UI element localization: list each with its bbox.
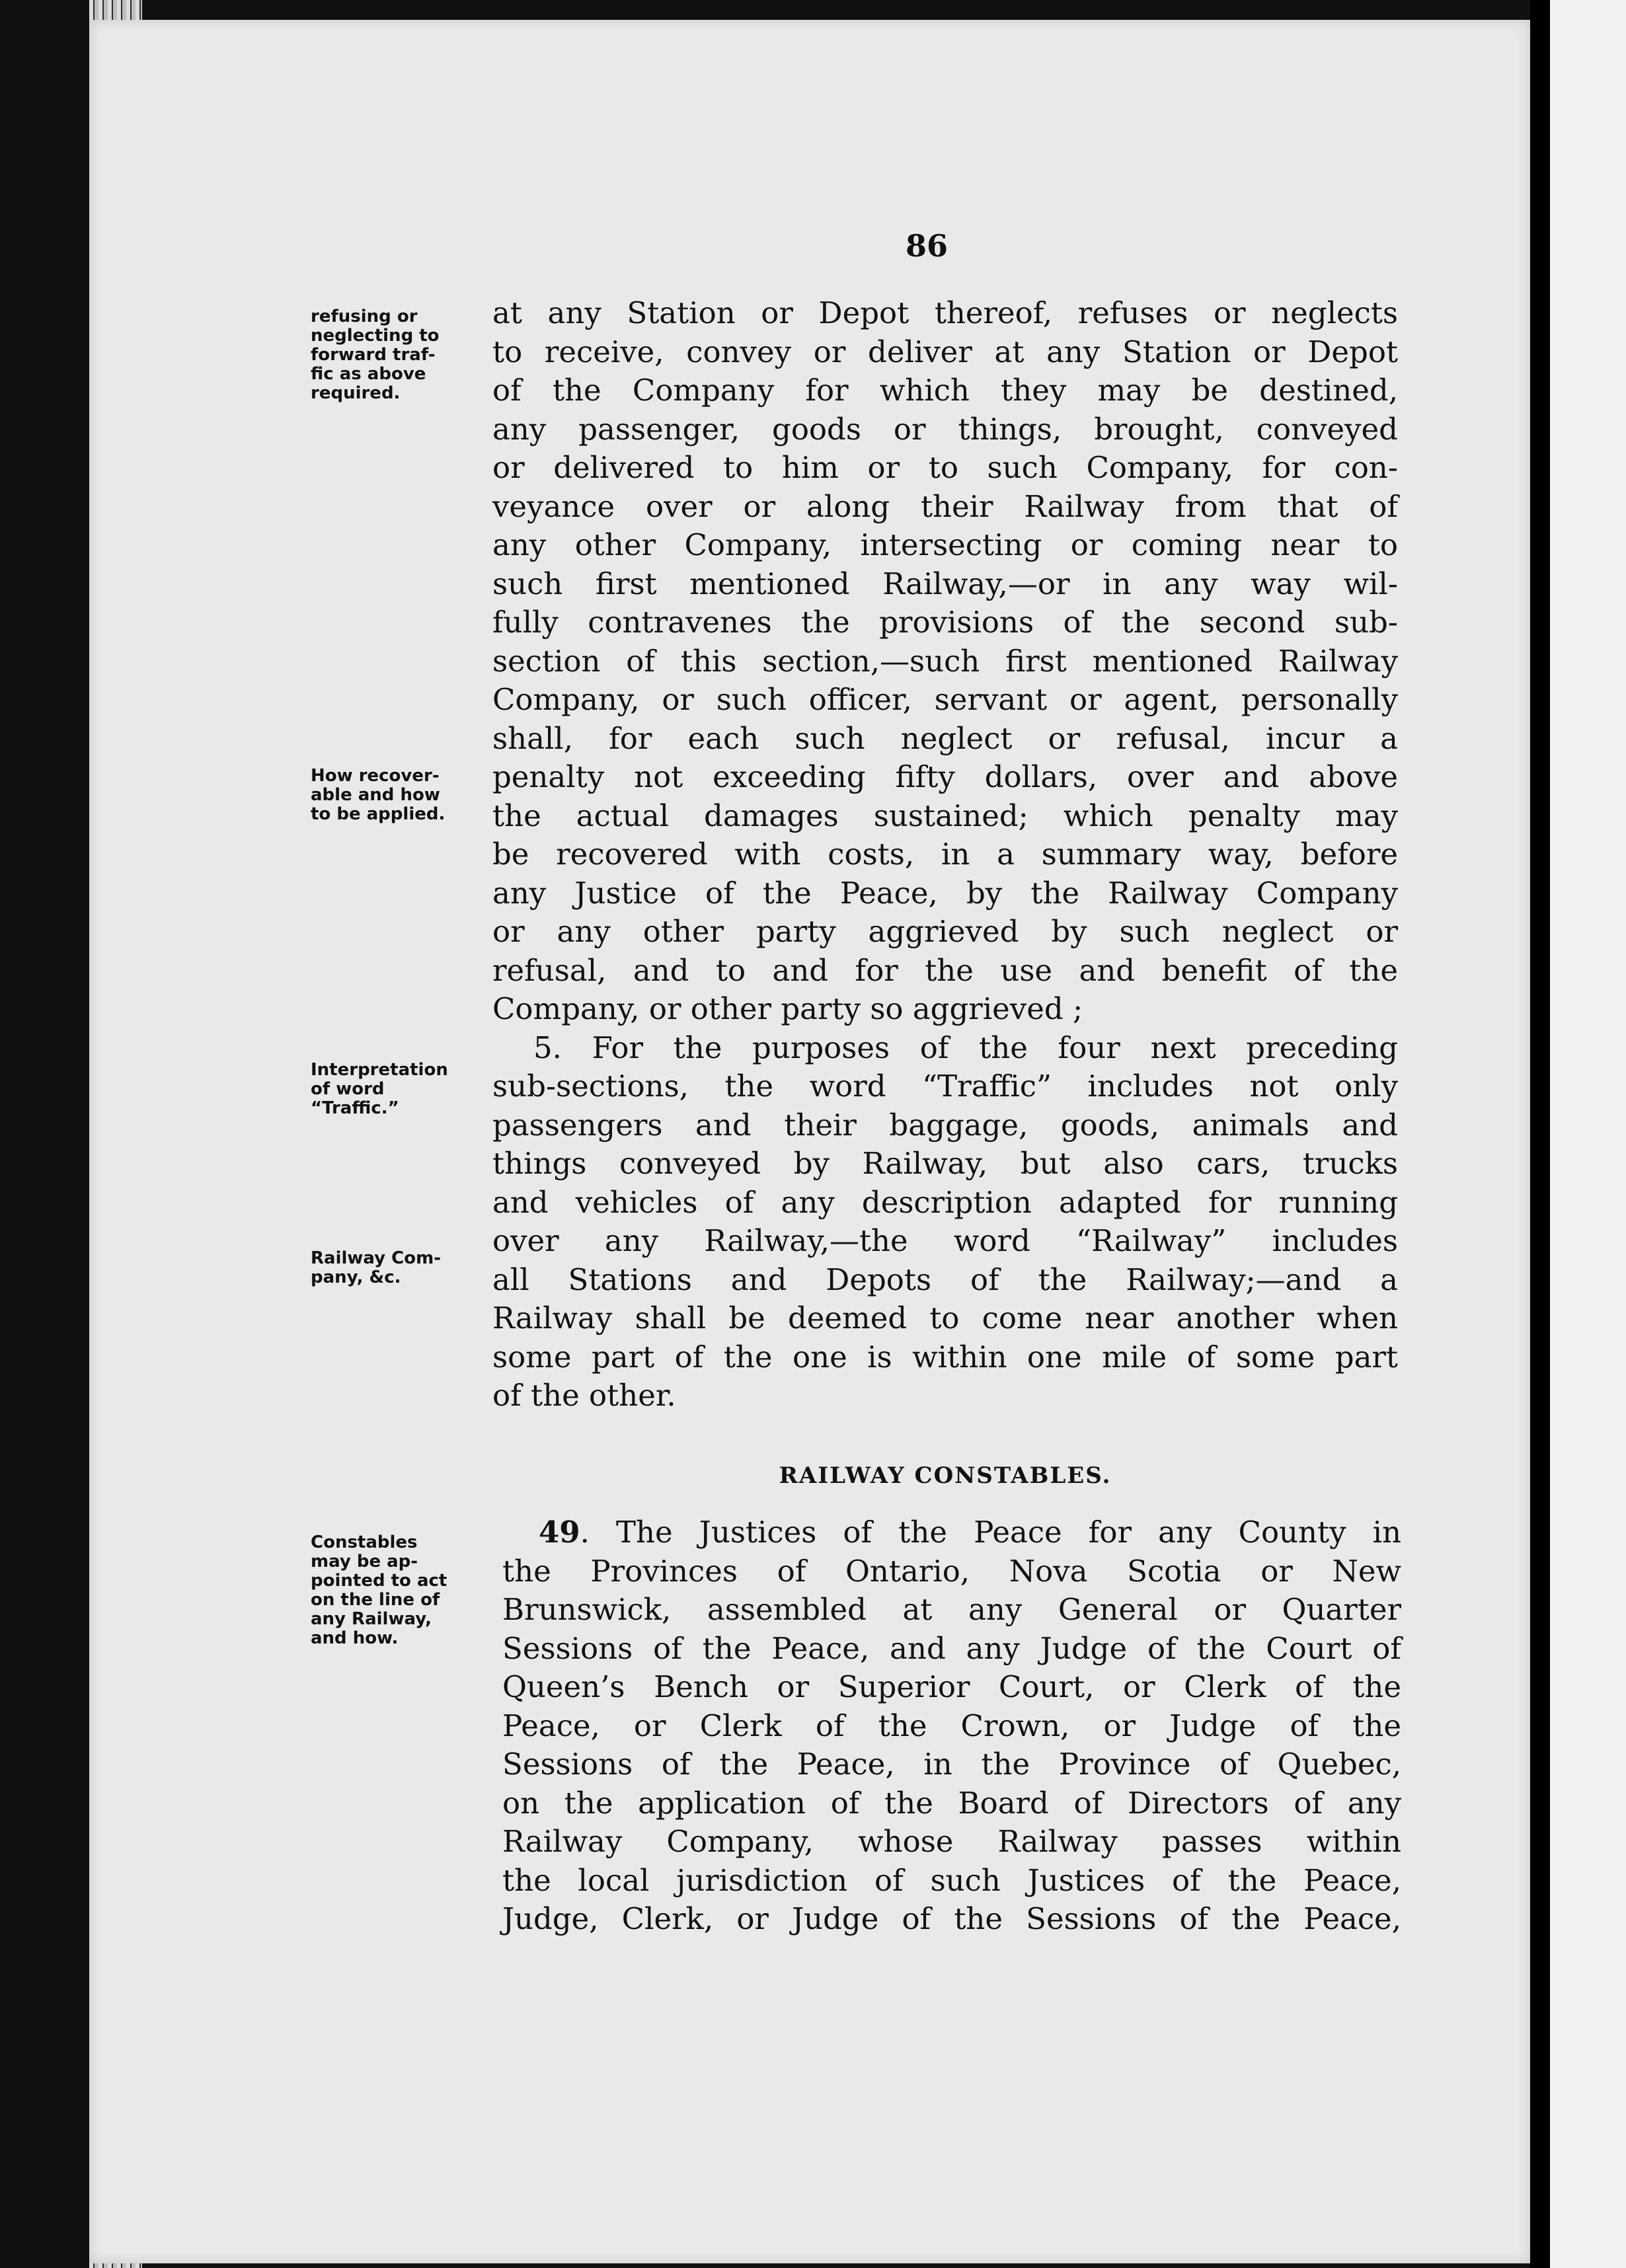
body-line: all Stations and Depots of the Railway;—and a (492, 1262, 1398, 1297)
body-line: to receive, convey or deliver at any Station or Depot (492, 334, 1398, 369)
margin-note-railway-company (311, 1249, 476, 1287)
body-line: the Provinces of Ontario, Nova Scotia or New (502, 1553, 1401, 1589)
body-line: shall, for each such neglect or refusal, incur a (492, 720, 1398, 756)
margin-note-line: How recover- (311, 766, 440, 786)
body-line: of the other. (492, 1378, 676, 1413)
margin-note-line: Interpretation (311, 1060, 448, 1080)
margin-note-interpretation (311, 1061, 476, 1118)
body-line: Brunswick, assembled at any General or Quarter (502, 1592, 1401, 1627)
body-line: sub-sections, the word “Traffic” includes not only (492, 1069, 1398, 1104)
section-49-first-line (502, 1513, 1401, 1552)
margin-note-line: pany, &c. (311, 1267, 401, 1287)
body-line: 5. For the purposes of the four next preceding (533, 1030, 1398, 1065)
margin-note-line: forward traf- (311, 345, 436, 365)
margin-note-line: Railway Com- (311, 1248, 441, 1268)
body-line: Sessions of the Peace, and any Judge of the Court of (502, 1630, 1401, 1666)
body-line: of the Company for which they may be destined, (492, 373, 1398, 408)
margin-note-line: on the line of (311, 1590, 440, 1610)
margin-note-line: pointed to act (311, 1571, 447, 1591)
body-line: Railway Company, whose Railway passes within (502, 1824, 1401, 1859)
body-line: Sessions of the Peace, in the Province of Quebec, (502, 1747, 1401, 1782)
body-line: refusal, and to and for the use and benefit of the (492, 952, 1398, 988)
body-line: . The Justices of the Peace for any County in (580, 1515, 1401, 1550)
margin-note-line: required. (311, 383, 401, 403)
margin-note-line: refusing or (311, 307, 418, 326)
body-line: or delivered to him or to such Company, for con- (492, 450, 1398, 485)
body-line: veyance over or along their Railway from that of (492, 488, 1398, 524)
page-number: 86 (906, 228, 948, 264)
body-line: Railway shall be deemed to come near another when (492, 1301, 1398, 1336)
margin-note-line: Constables (311, 1532, 418, 1552)
body-line: such first mentioned Railway,—or in any way wil- (492, 566, 1398, 601)
margin-note-constables (311, 1533, 476, 1648)
body-line: over any Railway,—the word “Railway” includes (492, 1223, 1398, 1258)
body-line: some part of the one is within one mile of some part (492, 1339, 1398, 1375)
body-line: the local jurisdiction of such Justices of the Peace, (502, 1862, 1401, 1898)
section-number: 49 (539, 1515, 580, 1550)
body-line: on the application of the Board of Directors of any (502, 1785, 1401, 1821)
margin-note-line: able and how (311, 785, 440, 805)
body-line: any Justice of the Peace, by the Railway Company (492, 875, 1398, 911)
margin-note-how-recoverable (311, 767, 476, 824)
body-text (492, 294, 1398, 1416)
body-line: the actual damages sustained; which penalty may (492, 798, 1398, 833)
body-line: or any other party aggrieved by such neglect or (492, 914, 1398, 949)
margin-note-line: may be ap- (311, 1552, 418, 1571)
body-line: Judge, Clerk, or Judge of the Sessions of the Peace, (502, 1901, 1401, 1936)
margin-note-line: and how. (311, 1628, 399, 1648)
body-line: Peace, or Clerk of the Crown, or Judge of the (502, 1708, 1401, 1743)
margin-note-line: neglecting to (311, 326, 440, 346)
body-line: at any Station or Depot thereof, refuses or neglects (492, 295, 1398, 330)
body-line: things conveyed by Railway, but also cars, trucks (492, 1146, 1398, 1181)
margin-note-line: “Traffic.” (311, 1098, 399, 1118)
body-line: any other Company, intersecting or coming near to (492, 527, 1398, 562)
margin-note-refusing (311, 307, 476, 403)
body-line: passengers and their baggage, goods, animals and (492, 1107, 1398, 1143)
body-line: section of this section,—such first mentioned Railway (492, 643, 1398, 679)
section-49-text (502, 1513, 1401, 1939)
body-line: Queen’s Bench or Superior Court, or Clerk of the (502, 1669, 1401, 1704)
facing-page-edge (1550, 0, 1626, 2268)
section-heading: RAILWAY CONSTABLES. (779, 1462, 1112, 1489)
body-line: fully contravenes the provisions of the second sub- (492, 605, 1398, 640)
body-line: Company, or other party so aggrieved ; (492, 991, 1083, 1026)
margin-note-line: fic as above (311, 364, 426, 384)
margin-note-line: any Railway, (311, 1609, 432, 1629)
body-line: any passenger, goods or things, brought, conveyed (492, 411, 1398, 447)
body-line: be recovered with costs, in a summary way, before (492, 837, 1398, 872)
margin-note-line: to be applied. (311, 804, 445, 824)
body-line: penalty not exceeding fifty dollars, over and above (492, 759, 1398, 794)
body-line: and vehicles of any description adapted for running (492, 1184, 1398, 1220)
page-gutter (1530, 0, 1550, 2268)
body-line: Company, or such officer, servant or agent, personally (492, 682, 1398, 717)
margin-note-line: of word (311, 1079, 385, 1099)
